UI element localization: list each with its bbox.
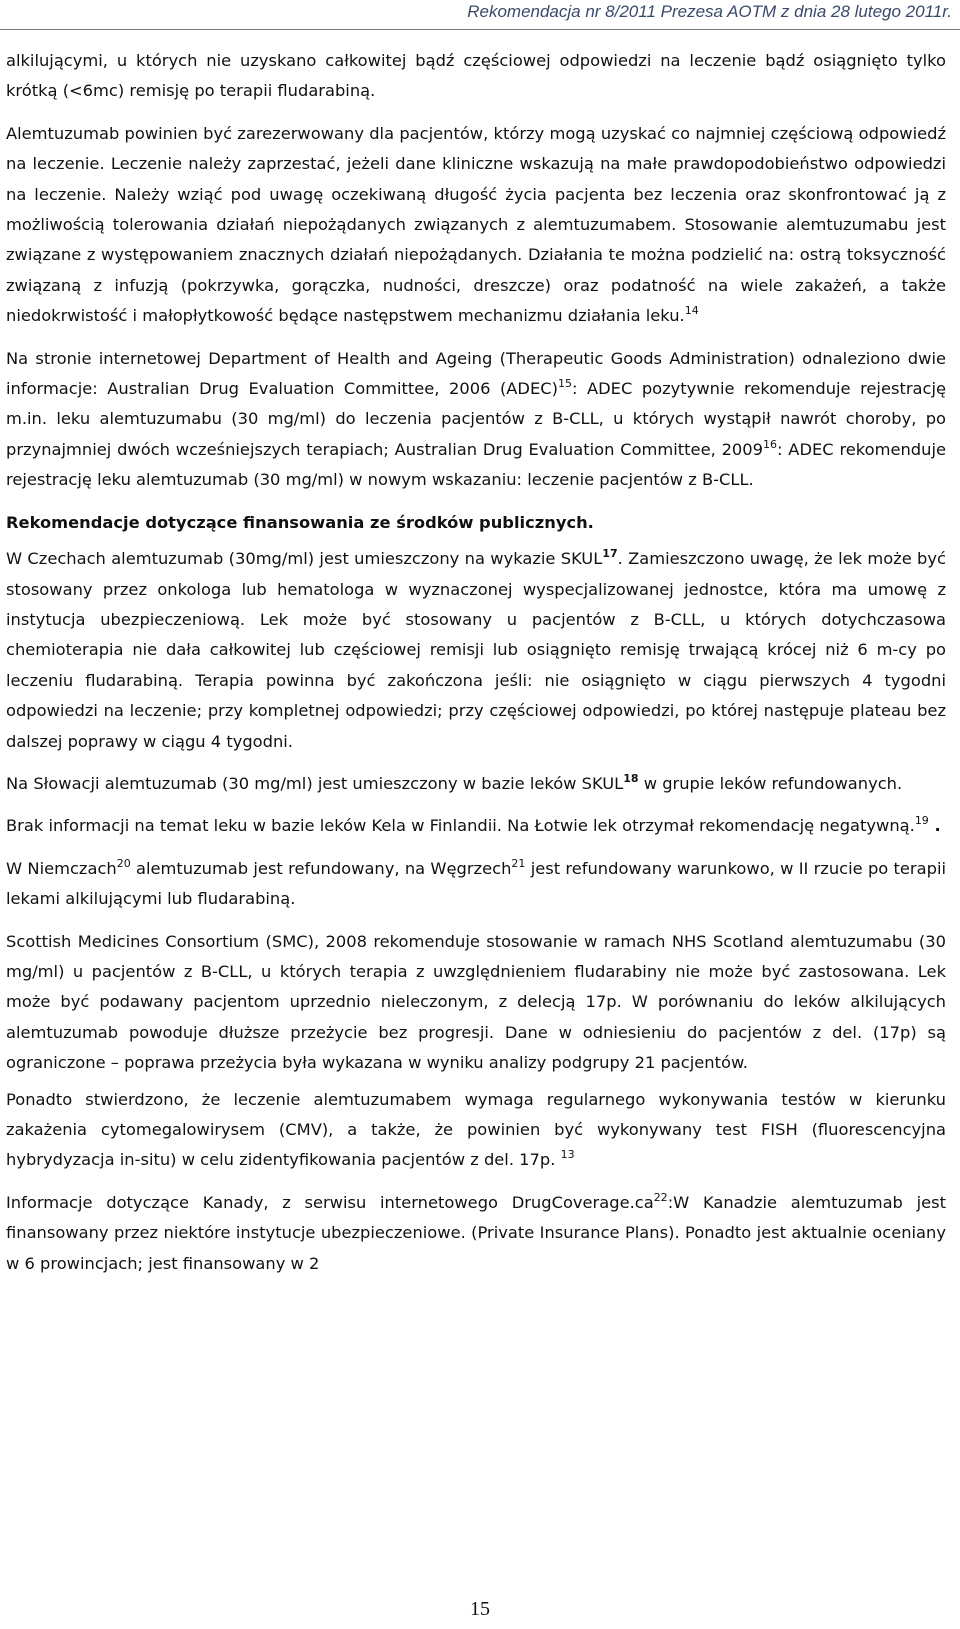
- section-heading: Rekomendacje dotyczące finansowania ze środków publicznych.: [6, 512, 594, 532]
- paragraph-6: [6, 811, 946, 841]
- footnote-ref: 17: [602, 547, 618, 561]
- paragraph-4-text-b: . Zamieszczono uwagę, że lek może być stosowany przez onkologa lub hematologa w wyznaczonej wyspecjalizowanej jednostce, która ma umowę z instytucja ubezpieczeniową. Lek może być stosowany u pacjentów z B-CLL, u których dotychczasowa chemioterapia nie dała całkowitej lub częściowej remisji lub osiągnięto remisję trwającą krócej niż 6 m-cy po leczeniu fludarabiną. Terapia powinna być zakończona jeśli: nie osiągnięto w ciągu pierwszych 4 tygodni odpowiedzi na leczenie; przy kompletnej odpowiedzi; przy częściowej odpowiedzi, po której następuje plateau bez dalszej poprawy w ciągu 4 tygodni.: [6, 549, 946, 751]
- paragraph-7-text-b: alemtuzumab jest refundowany, na Węgrzech: [130, 858, 512, 878]
- paragraph-7-text-c: jest refundowany warunkowo, w II rzucie po terapii lekami alkilującymi lub fludarabiną.: [6, 858, 946, 909]
- paragraph-3: [6, 344, 946, 496]
- footnote-ref: 15: [557, 377, 572, 391]
- paragraph-10-text-b: :W Kanadzie alemtuzumab jest finansowany przez niektóre instytucje ubezpieczeniowe. (Private Insurance Plans). Ponadto jest aktualnie oceniany w 6 prowincjach; jest finansowany w 2: [6, 1192, 946, 1273]
- footnote-ref: 20: [116, 856, 131, 870]
- paragraph-9: [6, 1085, 946, 1176]
- paragraph-2: [6, 119, 946, 332]
- paragraph-5-text-a: Na Słowacji alemtuzumab (30 mg/ml) jest umieszczony w bazie leków SKUL: [6, 773, 624, 793]
- footnote-ref: 21: [511, 856, 526, 870]
- paragraph-5: [6, 769, 946, 799]
- paragraph-8: Scottish Medicines Consortium (SMC), 2008 rekomenduje stosowanie w ramach NHS Scotland alemtuzumabu (30 mg/ml) u pacjentów z B-CLL, u których terapia z uwzględnieniem fludarabiny nie może być zastosowana. Lek może być podawany pacjentom uprzednio nieleczonym, z delecją 17p. W porównaniu do leków alkilujących alemtuzumab powoduje dłuższe przeżycie bez progresji. Dane w odniesieniu do pacjentów z del. (17p) są ograniczone – poprawa przeżycia była wykazana w wyniku analizy podgrupy 21 pacjentów.: [6, 931, 946, 1073]
- footnote-ref: 18: [623, 771, 639, 785]
- paragraph-10: [6, 1188, 946, 1279]
- page-number: 15: [470, 1598, 490, 1620]
- paragraph-7-text-a: W Niemczach: [6, 858, 117, 878]
- paragraph-1: alkilującymi, u których nie uzyskano całkowitej bądź częściowej odpowiedzi na leczenie bądź osiągnięto tylko krótką (<6mc) remisję po terapii fludarabiną.: [6, 51, 946, 101]
- paragraph-4: [6, 544, 946, 757]
- paragraph-2-text: Alemtuzumab powinien być zarezerwowany dla pacjentów, którzy mogą uzyskać co najmniej częściową odpowiedź na leczenie. Leczenie należy zaprzestać, jeżeli dane kliniczne wskazują na małe prawdopodobieństwo odpowiedzi na leczenie. Należy wziąć pod uwagę oczekiwaną długość życia pacjenta bez leczenia oraz skonfrontować ją z możliwością tolerowania działań niepożądanych związanych z alemtuzumabem. Stosowanie alemtuzumabu jest związane z występowaniem znacznych działań niepożądanych. Działania te można podzielić na: ostrą toksyczność związaną z infuzją (pokrzywka, gorączka, nudności, dreszcze) oraz podatność na wiele zakażeń, a także niedokrwistość i małopłytkowość będące następstwem mechanizmu działania leku.: [6, 123, 946, 326]
- paragraph-6-text-a: Brak informacji na temat leku w bazie leków Kela w Finlandii. Na Łotwie lek otrzymał rekomendację negatywną.: [6, 816, 915, 836]
- footnote-ref: 13: [560, 1148, 575, 1162]
- paragraph-3-text-b: : ADEC pozytywnie rekomenduje rejestrację m.in. leku alemtuzumabu (30 mg/ml) do leczenia pacjentów z B-CLL, u których wystąpił nawrót choroby, po przynajmniej dwóch wcześniejszych terapiach; Australian Drug Evaluation Committee, 2009: [6, 379, 946, 459]
- paragraph-10-text-a: Informacje dotyczące Kanady, z serwisu internetowego DrugCoverage.ca: [6, 1192, 654, 1212]
- paragraph-3-text-c: : ADEC rekomenduje rejestrację leku alemtuzumab (30 mg/ml) w nowym wskazaniu: leczenie pacjentów z B-CLL.: [6, 439, 946, 490]
- footnote-ref: 16: [763, 437, 778, 451]
- paragraph-4-text-a: W Czechach alemtuzumab (30mg/ml) jest umieszczony na wykazie SKUL: [6, 549, 603, 569]
- footnote-ref: 19: [914, 814, 929, 828]
- paragraph-5-text-b: w grupie leków refundowanych.: [638, 773, 903, 793]
- header-rule: [0, 29, 960, 30]
- running-header: Rekomendacja nr 8/2011 Prezesa AOTM z dnia 28 lutego 2011r.: [467, 2, 952, 21]
- document-body: [6, 46, 946, 1291]
- footnote-ref: 22: [653, 1190, 668, 1204]
- paragraph-3-text-a: Na stronie internetowej Department of Health and Ageing (Therapeutic Goods Administration) odnaleziono dwie informacje: Australian Drug Evaluation Committee, 2006 (ADEC): [6, 348, 946, 399]
- paragraph-9-text: Ponadto stwierdzono, że leczenie alemtuzumabem wymaga regularnego wykonywania testów w kierunku zakażenia cytomegalowirysem (CMV), a także, że powinien być wykonywany test FISH (fluorescencyjna hybrydyzacja in-situ) w celu zidentyfikowania pacjentów z del. 17p.: [6, 1089, 946, 1170]
- paragraph-6-text-b: .: [928, 816, 941, 836]
- footnote-ref: 14: [684, 304, 699, 318]
- paragraph-7: [6, 854, 946, 915]
